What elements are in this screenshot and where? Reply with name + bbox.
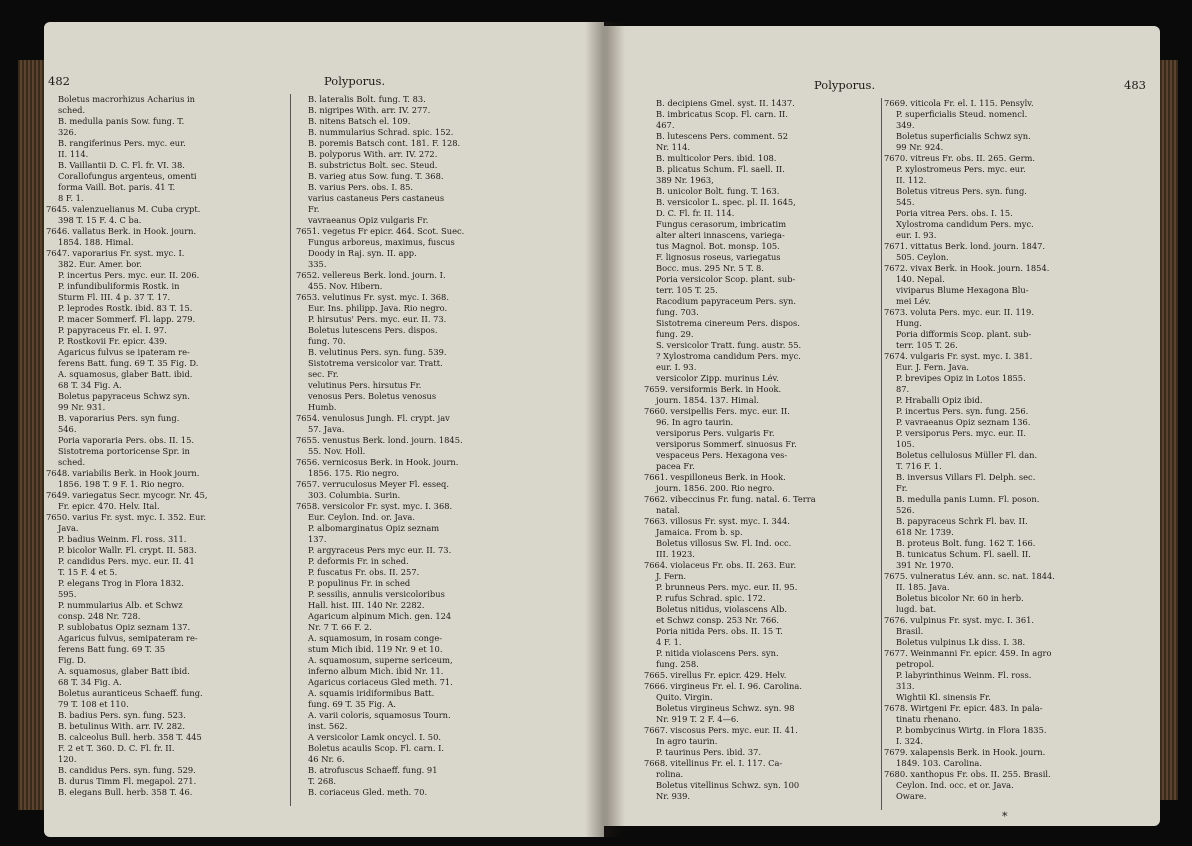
index-entry-heading: 7645. valenzuelianus M. Cuba crypt. <box>46 204 201 214</box>
index-line: 303. Columbia. Surin. <box>308 490 401 500</box>
index-line: Boletus virgineus Schwz. syn. 98 <box>656 703 795 713</box>
index-line: 87. <box>896 384 910 394</box>
index-line: B. medulla panis Sow. fung. T. <box>58 116 185 126</box>
index-entry-heading: 7672. vivax Berk. in Hook. journ. 1854. <box>884 263 1050 273</box>
index-line: 79 T. 108 et 110. <box>58 699 129 709</box>
index-line: 120. <box>58 754 77 764</box>
index-line: alter alteri innascens, variega- <box>656 230 785 240</box>
index-entry-heading: 7677. Weinmanni Fr. epicr. 459. In agro <box>884 648 1052 658</box>
index-line: P. Hraballi Opiz ibid. <box>896 395 983 405</box>
index-line: pacea Fr. <box>656 461 695 471</box>
index-entry-heading: 7667. viscosus Pers. myc. eur. II. 41. <box>644 725 798 735</box>
index-entry-heading: 7670. vitreus Fr. obs. II. 265. Germ. <box>884 153 1036 163</box>
index-line: S. versicolor Tratt. fung. austr. 55. <box>656 340 802 350</box>
index-line: velutinus Pers. hirsutus Fr. <box>308 380 422 390</box>
index-line: 68 T. 34 Fig. A. <box>58 380 122 390</box>
index-line: versiporus Pers. vulgaris Fr. <box>656 428 775 438</box>
index-line: Poria vaporaria Pers. obs. II. 15. <box>58 435 194 445</box>
index-line: B. durus Timm Fl. megapol. 271. <box>58 776 197 786</box>
index-entry-heading: 7652. vellereus Berk. lond. journ. I. <box>296 270 446 280</box>
index-line: B. versicolor L. spec. pl. II. 1645, <box>656 197 796 207</box>
index-line: ferens Batt fung. 69 T. 35 <box>58 644 166 654</box>
index-line: D. C. Fl. fr. II. 114. <box>656 208 735 218</box>
column-divider <box>881 98 882 810</box>
index-line: P. rufus Schrad. spic. 172. <box>656 593 766 603</box>
index-entry-heading: 7648. variabilis Berk. in Hook journ. <box>46 468 200 478</box>
index-line: 105. <box>896 439 915 449</box>
index-line: ferens Batt. fung. 69 T. 35 Fig. D. <box>58 358 199 368</box>
index-line: Brasil. <box>896 626 924 636</box>
index-line: tinatu rhenano. <box>896 714 961 724</box>
index-line: 526. <box>896 505 915 515</box>
index-line: A. squamosus, glaber Batt. ibid. <box>58 369 193 379</box>
index-line: B. papyraceus Schrk Fl. bav. II. <box>896 516 1028 526</box>
index-line: Boletus vitreus Pers. syn. fung. <box>896 186 1027 196</box>
column-divider <box>290 94 291 806</box>
index-line: P. macer Sommerf. Fl. lapp. 279. <box>58 314 196 324</box>
index-line: venosus Pers. Boletus venosus <box>308 391 437 401</box>
index-line: Agaricus fulvus, semipateram re- <box>58 633 198 643</box>
index-line: Agaricum alpinum Mich. gen. 124 <box>308 611 452 621</box>
index-line: P. candidus Pers. myc. eur. II. 41 <box>58 556 195 566</box>
index-line: P. papyraceus Fr. el. I. 97. <box>58 325 167 335</box>
index-line: Bocc. mus. 295 Nr. 5 T. 8. <box>656 263 764 273</box>
index-line: P. vavraeanus Opiz seznam 136. <box>896 417 1031 427</box>
index-line: journ. 1856. 200. Rio negro. <box>656 483 775 493</box>
index-line: 349. <box>896 120 915 130</box>
index-line: sched. <box>58 105 86 115</box>
right-column-1 <box>644 98 879 802</box>
index-line: B. polyporus With. arr. IV. 272. <box>308 149 438 159</box>
index-line: P. Rostkovii Fr. epicr. 439. <box>58 336 168 346</box>
index-line: eur. I. 93. <box>896 230 937 240</box>
index-line: 46 Nr. 6. <box>308 754 345 764</box>
index-line: 382. Eur. Amer. bor. <box>58 259 142 269</box>
index-line: P. badius Weinm. Fl. ross. 311. <box>58 534 187 544</box>
index-line: P. brevipes Opiz in Lotos 1855. <box>896 373 1026 383</box>
index-line: B. elegans Bull. herb. 358 T. 46. <box>58 787 193 797</box>
index-line: 391 Nr. 1970. <box>896 560 954 570</box>
right-page <box>604 26 1160 826</box>
index-line: natal. <box>656 505 680 515</box>
index-line: B. substrictus Bolt. sec. Steud. <box>308 160 438 170</box>
index-line: B. tunicatus Schum. Fl. saell. II. <box>896 549 1031 559</box>
index-line: Fig. D. <box>58 655 86 665</box>
index-line: Boletus vulpinus Lk diss. I. 38. <box>896 637 1026 647</box>
index-entry-heading: 7666. virgineus Fr. el. I. 96. Carolina. <box>644 681 802 691</box>
index-line: 455. Nov. Hibern. <box>308 281 383 291</box>
index-line: inst. 562. <box>308 721 348 731</box>
index-line: consp. 248 Nr. 728. <box>58 611 141 621</box>
index-line: 55. Nov. Holl. <box>308 446 366 456</box>
index-line: 4 F. 1. <box>656 637 682 647</box>
index-line: P. sessilis, annulis versicoloribus <box>308 589 445 599</box>
index-line: Xylostroma candidum Pers. myc. <box>896 219 1034 229</box>
index-line: B. lutescens Pers. comment. 52 <box>656 131 789 141</box>
index-line: T. 716 F. 1. <box>896 461 942 471</box>
index-line: A. squamis iridiformibus Batt. <box>308 688 435 698</box>
index-line: 595. <box>58 589 77 599</box>
left-column-1 <box>46 94 288 798</box>
index-line: fung. 69 T. 35 Fig. A. <box>308 699 396 709</box>
index-line: terr. 105 T. 26. <box>896 340 958 350</box>
index-line: B. rangiferinus Pers. myc. eur. <box>58 138 186 148</box>
index-line: II. 185. Java. <box>896 582 950 592</box>
index-line: I. 324. <box>896 736 924 746</box>
index-line: forma Vaill. Bot. paris. 41 T. <box>58 182 176 192</box>
index-line: P. argyraceus Pers myc eur. II. 73. <box>308 545 452 555</box>
index-line: 137. <box>308 534 327 544</box>
index-line: P. labyrinthinus Weinm. Fl. ross. <box>896 670 1032 680</box>
index-line: P. incertus Pers. syn. fung. 256. <box>896 406 1029 416</box>
index-line: fung. 70. <box>308 336 346 346</box>
index-line: Jamaica. From b. sp. <box>656 527 743 537</box>
index-entry-heading: 7680. xanthopus Fr. obs. II. 255. Brasil. <box>884 769 1051 779</box>
index-entry-heading: 7673. voluta Pers. myc. eur. II. 119. <box>884 307 1034 317</box>
index-line: Java. <box>58 523 79 533</box>
index-entry-heading: 7651. vegetus Fr epicr. 464. Scot. Suec. <box>296 226 465 236</box>
index-line: B. poremis Batsch cont. 181. F. 128. <box>308 138 461 148</box>
index-line: B. Vaillantii D. C. Fl. fr. VI. 38. <box>58 160 185 170</box>
index-line: B. candidus Pers. syn. fung. 529. <box>58 765 196 775</box>
index-line: Eur. Ins. philipp. Java. Rio negro. <box>308 303 448 313</box>
index-line: J. Fern. <box>656 571 687 581</box>
index-line: B. proteus Bolt. fung. 162 T. 166. <box>896 538 1036 548</box>
index-line: B. coriaceus Gled. meth. 70. <box>308 787 428 797</box>
index-line: Hall. hist. III. 140 Nr. 2282. <box>308 600 425 610</box>
index-line: P. bombycinus Wirtg. in Flora 1835. <box>896 725 1047 735</box>
index-line: P. brunneus Pers. myc. eur. II. 95. <box>656 582 798 592</box>
index-line: Wightii Kl. sinensis Fr. <box>896 692 991 702</box>
index-line: A. squamosum, superne sericeum, <box>308 655 453 665</box>
index-line: Quito. Virgin. <box>656 692 713 702</box>
index-line: 99 Nr. 924. <box>896 142 944 152</box>
left-page-number: 482 <box>48 74 70 88</box>
index-line: 1856. 198 T. 9 F. 1. Rio negro. <box>58 479 185 489</box>
index-line: ? Xylostroma candidum Pers. myc. <box>656 351 801 361</box>
index-line: B. unicolor Bolt. fung. T. 163. <box>656 186 780 196</box>
index-line: Boletus superficialis Schwz syn. <box>896 131 1031 141</box>
index-line: viviparus Blume Hexagona Blu- <box>896 285 1029 295</box>
index-line: B. atrofuscus Schaeff. fung. 91 <box>308 765 438 775</box>
index-line: B. plicatus Schum. Fl. saell. II. <box>656 164 785 174</box>
index-line: 398 T. 15 F. 4. C ba. <box>58 215 142 225</box>
index-entry-heading: 7654. venulosus Jungh. Fl. crypt. jav <box>296 413 450 423</box>
index-line: II. 114. <box>58 149 89 159</box>
index-line: B. nigripes With. arr. IV. 277. <box>308 105 431 115</box>
index-line: 68 T. 34 Fig. A. <box>58 677 122 687</box>
index-line: Racodium papyraceum Pers. syn. <box>656 296 796 306</box>
left-running-head: Polyporus. <box>324 74 386 88</box>
index-line: P. fuscatus Fr. obs. II. 257. <box>308 567 420 577</box>
index-line: A. squamosum, in rosam conge- <box>308 633 443 643</box>
index-line: 389 Nr. 1963, <box>656 175 714 185</box>
index-line: II. 112. <box>896 175 927 185</box>
index-line: versiporus Sommerf. sinuosus Fr. <box>656 439 797 449</box>
index-entry-heading: 7661. vespilloneus Berk. in Hook. <box>644 472 786 482</box>
index-line: Boletus macrorhizus Acharius in <box>58 94 196 104</box>
index-line: A versicolor Lamk oncycl. I. 50. <box>308 732 441 742</box>
index-line: Boletus auranticeus Schaeff. fung. <box>58 688 203 698</box>
index-entry-heading: 7658. versicolor Fr. syst. myc. I. 368. <box>296 501 453 511</box>
index-line: Boletus cellulosus Müller Fl. dan. <box>896 450 1038 460</box>
index-line: Boletus nitidus, violascens Alb. <box>656 604 787 614</box>
index-line: Boletus vitellinus Schwz. syn. 100 <box>656 780 800 790</box>
index-line: 1854. 188. Himal. <box>58 237 134 247</box>
index-line: Nr. 7 T. 66 F. 2. <box>308 622 372 632</box>
index-line: B. medulla panis Lumn. Fl. poson. <box>896 494 1040 504</box>
index-line: T. 15 F. 4 et 5. <box>58 567 118 577</box>
index-line: varius castaneus Pers castaneus <box>308 193 445 203</box>
index-line: Boletus lutescens Pers. dispos. <box>308 325 438 335</box>
left-column-2 <box>296 94 540 798</box>
index-line: F. 2 et T. 360. D. C. Fl. fr. II. <box>58 743 175 753</box>
index-line: rolina. <box>656 769 684 779</box>
index-line: P. bicolor Wallr. Fl. crypt. II. 583. <box>58 545 197 555</box>
index-entry-heading: 7656. vernicosus Berk. in Hook. journ. <box>296 457 459 467</box>
index-line: 335. <box>308 259 327 269</box>
index-line: 467. <box>656 120 675 130</box>
index-line: 618 Nr. 1739. <box>896 527 954 537</box>
index-entry-heading: 7662. vibeccinus Fr. fung. natal. 6. Terra <box>644 494 816 504</box>
index-line: mei Lév. <box>896 296 931 306</box>
index-entry-heading: 7676. vulpinus Fr. syst. myc. I. 361. <box>884 615 1035 625</box>
index-line: 546. <box>58 424 77 434</box>
index-entry-heading: 7671. vittatus Berk. lond. journ. 1847. <box>884 241 1046 251</box>
index-line: B. nummularius Schrad. spic. 152. <box>308 127 454 137</box>
index-line: 99 Nr. 931. <box>58 402 106 412</box>
right-running-head: Polyporus. <box>814 78 876 92</box>
index-line: B. multicolor Pers. ibid. 108. <box>656 153 777 163</box>
index-line: B. calceolus Bull. herb. 358 T. 445 <box>58 732 202 742</box>
index-line: fung. 258. <box>656 659 699 669</box>
index-line: T. 268. <box>308 776 337 786</box>
index-line: P. taurinus Pers. ibid. 37. <box>656 747 762 757</box>
index-line: P. populinus Fr. in sched <box>308 578 411 588</box>
index-line: Poria difformis Scop. plant. sub- <box>896 329 1032 339</box>
index-line: 57. Java. <box>308 424 345 434</box>
index-line: B. vaporarius Pers. syn fung. <box>58 413 180 423</box>
index-entry-heading: 7647. vaporarius Fr. syst. myc. I. <box>46 248 185 258</box>
index-entry-heading: 7657. verruculosus Meyer Fl. esseq. <box>296 479 449 489</box>
index-line: B. inversus Villars Fl. Delph. sec. <box>896 472 1036 482</box>
index-line: 96. In agro taurin. <box>656 417 734 427</box>
index-line: B. badius Pers. syn. fung. 523. <box>58 710 186 720</box>
index-entry-heading: 7649. variegatus Secr. mycogr. Nr. 45, <box>46 490 208 500</box>
index-line: Fr. epicr. 470. Helv. Ital. <box>58 501 160 511</box>
index-line: B. imbricatus Scop. Fl. carn. II. <box>656 109 788 119</box>
index-line: Agaricus fulvus se ipateram re- <box>58 347 190 357</box>
left-page <box>44 22 604 837</box>
index-line: journ. 1854. 137. Himal. <box>656 395 759 405</box>
index-entry-heading: 7659. versiformis Berk. in Hook. <box>644 384 782 394</box>
index-line: P. nitida violascens Pers. syn. <box>656 648 779 658</box>
index-line: P. xylostromeus Pers. myc. eur. <box>896 164 1026 174</box>
index-line: Poria nitida Pers. obs. II. 15 T. <box>656 626 783 636</box>
index-line: vespaceus Pers. Hexagona ves- <box>656 450 788 460</box>
index-line: In agro taurin. <box>656 736 718 746</box>
index-line: inferno album Mich. ibid Nr. 11. <box>308 666 444 676</box>
index-line: eur. I. 93. <box>656 362 697 372</box>
index-line: Agaricus coriaceus Gled meth. 71. <box>308 677 453 687</box>
index-line: Sistotrema cinereum Pers. dispos. <box>656 318 800 328</box>
index-line: P. elegans Trog in Flora 1832. <box>58 578 184 588</box>
index-line: B. betulinus With. arr. IV. 282. <box>58 721 185 731</box>
index-entry-heading: 7675. vulneratus Lév. ann. sc. nat. 1844. <box>884 571 1055 581</box>
index-line: tus Magnol. Bot. monsp. 105. <box>656 241 780 251</box>
index-line: 545. <box>896 197 915 207</box>
signature-mark: * <box>1002 810 1008 823</box>
index-line: B. decipiens Gmel. syst. II. 1437. <box>656 98 795 108</box>
index-line: Oware. <box>896 791 927 801</box>
index-line: lugd. bat. <box>896 604 937 614</box>
index-line: Sistotrema portoricense Spr. in <box>58 446 190 456</box>
index-line: P. superficialis Steud. nomencl. <box>896 109 1028 119</box>
index-line: Nr. 919 T. 2 F. 4—6. <box>656 714 739 724</box>
index-line: Fungus cerasorum, imbricatim <box>656 219 787 229</box>
index-entry-heading: 7653. velutinus Fr. syst. myc. I. 368. <box>296 292 449 302</box>
index-line: Eur. Ceylon. Ind. or. Java. <box>308 512 416 522</box>
index-line: Hung. <box>896 318 922 328</box>
index-line: Boletus villosus Sw. Fl. Ind. occ. <box>656 538 792 548</box>
index-line: A. varii coloris, squamosus Tourn. <box>308 710 451 720</box>
index-line: sched. <box>58 457 86 467</box>
index-line: III. 1923. <box>656 549 695 559</box>
index-line: Boletus acaulis Scop. Fl. carn. I. <box>308 743 445 753</box>
index-line: 326. <box>58 127 77 137</box>
index-entry-heading: 7665. virellus Fr. epicr. 429. Helv. <box>644 670 787 680</box>
index-entry-heading: 7679. xalapensis Berk. in Hook. journ. <box>884 747 1046 757</box>
index-entry-heading: 7663. villosus Fr. syst. myc. I. 344. <box>644 516 790 526</box>
index-line: 1849. 103. Carolina. <box>896 758 982 768</box>
right-column-2 <box>884 98 1134 802</box>
index-line: Fungus arboreus, maximus, fuscus <box>308 237 455 247</box>
index-entry-heading: 7660. versipellis Fers. myc. eur. II. <box>644 406 790 416</box>
index-entry-heading: 7664. violaceus Fr. obs. II. 263. Eur. <box>644 560 797 570</box>
index-line: Fr. <box>308 204 320 214</box>
index-line: F. lignosus roseus, variegatus <box>656 252 781 262</box>
index-line: B. varieg atus Sow. fung. T. 368. <box>308 171 444 181</box>
index-line: Doody in Raj. syn. II. app. <box>308 248 417 258</box>
index-line: A. squamosus, glaber Batt ibid. <box>58 666 190 676</box>
index-line: P. versiporus Pers. myc. eur. II. <box>896 428 1027 438</box>
index-entry-heading: 7678. Wirtgeni Fr. epicr. 483. In pala- <box>884 703 1043 713</box>
index-line: P. sublobatus Opiz seznam 137. <box>58 622 191 632</box>
index-line: fung. 703. <box>656 307 699 317</box>
index-line: P. hirsutus' Pers. myc. eur. II. 73. <box>308 314 447 324</box>
index-line: P. leprodes Rostk. ibid. 83 T. 15. <box>58 303 193 313</box>
index-entry-heading: 7669. viticola Fr. el. I. 115. Pensylv. <box>884 98 1034 108</box>
index-line: Poria vitrea Pers. obs. I. 15. <box>896 208 1013 218</box>
index-line: Eur. J. Fern. Java. <box>896 362 970 372</box>
index-line: P. infundibuliformis Rostk. in <box>58 281 180 291</box>
index-line: terr. 105 T. 25. <box>656 285 718 295</box>
index-line: 1856. 175. Rio negro. <box>308 468 400 478</box>
index-line: P. nummularius Alb. et Schwz <box>58 600 183 610</box>
index-line: Sturm Fl. III. 4 p. 37 T. 17. <box>58 292 171 302</box>
index-entry-heading: 7668. vitellinus Fr. el. I. 117. Ca- <box>644 758 783 768</box>
index-line: Ceylon. Ind. occ. et or. Java. <box>896 780 1014 790</box>
index-line: Humb. <box>308 402 337 412</box>
index-line: versicolor Zipp. murinus Lév. <box>656 373 779 383</box>
index-entry-heading: 7646. vallatus Berk. in Hook. journ. <box>46 226 197 236</box>
index-line: 8 F. 1. <box>58 193 84 203</box>
index-line: vavraeanus Opiz vulgaris Fr. <box>308 215 429 225</box>
index-line: Nr. 939. <box>656 791 691 801</box>
index-line: petropol. <box>896 659 935 669</box>
index-line: 140. Nepal. <box>896 274 945 284</box>
index-entry-heading: 7655. venustus Berk. lond. journ. 1845. <box>296 435 463 445</box>
index-line: Nr. 114. <box>656 142 691 152</box>
index-line: Corallofungus argenteus, omenti <box>58 171 197 181</box>
index-line: P. incertus Pers. myc. eur. II. 206. <box>58 270 200 280</box>
index-line: P. albomarginatus Opiz seznam <box>308 523 440 533</box>
book-edge-left <box>18 60 46 810</box>
index-line: sec. Fr. <box>308 369 339 379</box>
right-page-number: 483 <box>1124 78 1146 92</box>
index-line: Poria versicolor Scop. plant. sub- <box>656 274 796 284</box>
index-entry-heading: 7650. varius Fr. syst. myc. I. 352. Eur. <box>46 512 207 522</box>
index-line: Fr. <box>896 483 908 493</box>
index-line: stum Mich ibid. 119 Nr. 9 et 10. <box>308 644 443 654</box>
index-line: B. varius Pers. obs. I. 85. <box>308 182 414 192</box>
index-line: 505. Ceylon. <box>896 252 949 262</box>
index-line: 313. <box>896 681 915 691</box>
index-line: Sistotrema versicolor var. Tratt. <box>308 358 443 368</box>
index-line: fung. 29. <box>656 329 694 339</box>
index-line: Boletus bicolor Nr. 60 in herb. <box>896 593 1024 603</box>
index-line: et Schwz consp. 253 Nr. 766. <box>656 615 780 625</box>
index-line: P. deformis Fr. in sched. <box>308 556 409 566</box>
index-line: B. velutinus Pers. syn. fung. 539. <box>308 347 447 357</box>
index-entry-heading: 7674. vulgaris Fr. syst. myc. I. 381. <box>884 351 1033 361</box>
index-line: B. lateralis Bolt. fung. T. 83. <box>308 94 426 104</box>
index-line: B. nitens Batsch el. 109. <box>308 116 411 126</box>
index-line: Boletus papyraceus Schwz syn. <box>58 391 190 401</box>
